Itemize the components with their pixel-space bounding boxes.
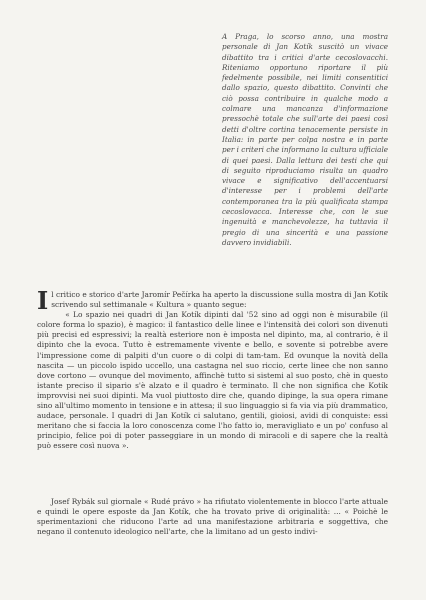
lead-text: l critico e storico d'arte Jaromír Pečírka ha aperto la discussione sulla mostra di Jan Kotík scrivendo sul settimanale « Kultura » quanto segue: xyxy=(51,290,388,310)
drop-cap: I xyxy=(37,286,49,315)
editorial-intro: A Praga, lo scorso anno, una mostra personale di Jan Kotík suscitò un vivace dibattito tra i critici d'arte cecoslovacchi. Riteniamo opportuno riportare il più fedelmente possibile, nei limiti consentitici dallo spazio, questo dibattito. Convinti che ciò possa contribuire in qualche modo a colmare una mancanza d'informazione pressochè totale che sull'arte dei paesi così detti d'oltre cortina tenacemente persiste in Italia: in parte per colpa nostra e in parte per i criteri che informano la cultura ufficiale di quei paesi. Dalla lettura dei testi che qui di seguito riproduciamo risulta un quadro vivace e significativo dell'accentuarsi d'interesse per i problemi dell'arte contemporanea tra la più qualificata stampa cecoslovacca. Interesse che, con le sue ingenuità e manchevolezze, ha tuttavia il pregio di una sincerità e una passione davvero invidiabili. xyxy=(222,32,388,247)
pecirka-quote: « Lo spazio nei quadri di Jan Kotík dipinti dal '52 sino ad oggi non è misurabile (il colore forma lo spazio), è magico: il fantastico delle linee e l'intensità dei colori son divenuti più precisi ed espressivi; la realtà esteriore non è imposta nel dipinto, ma, al contrario, è il dipinto che la evoca. Tutto è estremamente vivente e bello, e sovente si potrebbe avere l'impressione come di palpiti d'un cuore o di colpi di tam-tam. Ed ovunque la novità della nascita — un piccolo ispido uccello, una castagna nel suo riccio, certe linee che non sanno dove cortono — ovunque del movimento, affinchè tutto si sistemi al suo posto, chè in questo istante preciso il sipario s'è alzato e il quadro è terminato. Il che non significa che Kotík improvvisi nei suoi dipinti. Ma vuol piuttosto dire che, quando dipinge, la sua opera rimane sino all'ultimo momento in tensione e in attesa; il suo linguaggio si fa via via più drammatico, audace, personale. I quadri di Jan Kotík ci salutano, gentili, gioiosi, avidi di conquiste: essi meritano che si faccia la loro conoscenza come l'ho fatto io, meravigliato e un po' confuso al principio, felice poi di poter passeggiare in un mondo di miracoli e di sapere che la realtà può essere così nuova ». xyxy=(37,310,388,451)
article-body xyxy=(37,286,388,452)
lead-paragraph xyxy=(37,286,388,315)
rybak-paragraph: Josef Rybák sul giornale « Rudé právo » ha rifiutato violentemente in blocco l'arte attuale e quindi le opere esposte da Jan Kotík, che ha trovato prive di originalità: ... « Poichè le sperimentazioni che riducono l'arte ad una manifestazione arbitraria e soggettiva, che negano il contenuto ideologico nell'arte, che la limitano ad un gesto indivi- xyxy=(37,497,388,537)
